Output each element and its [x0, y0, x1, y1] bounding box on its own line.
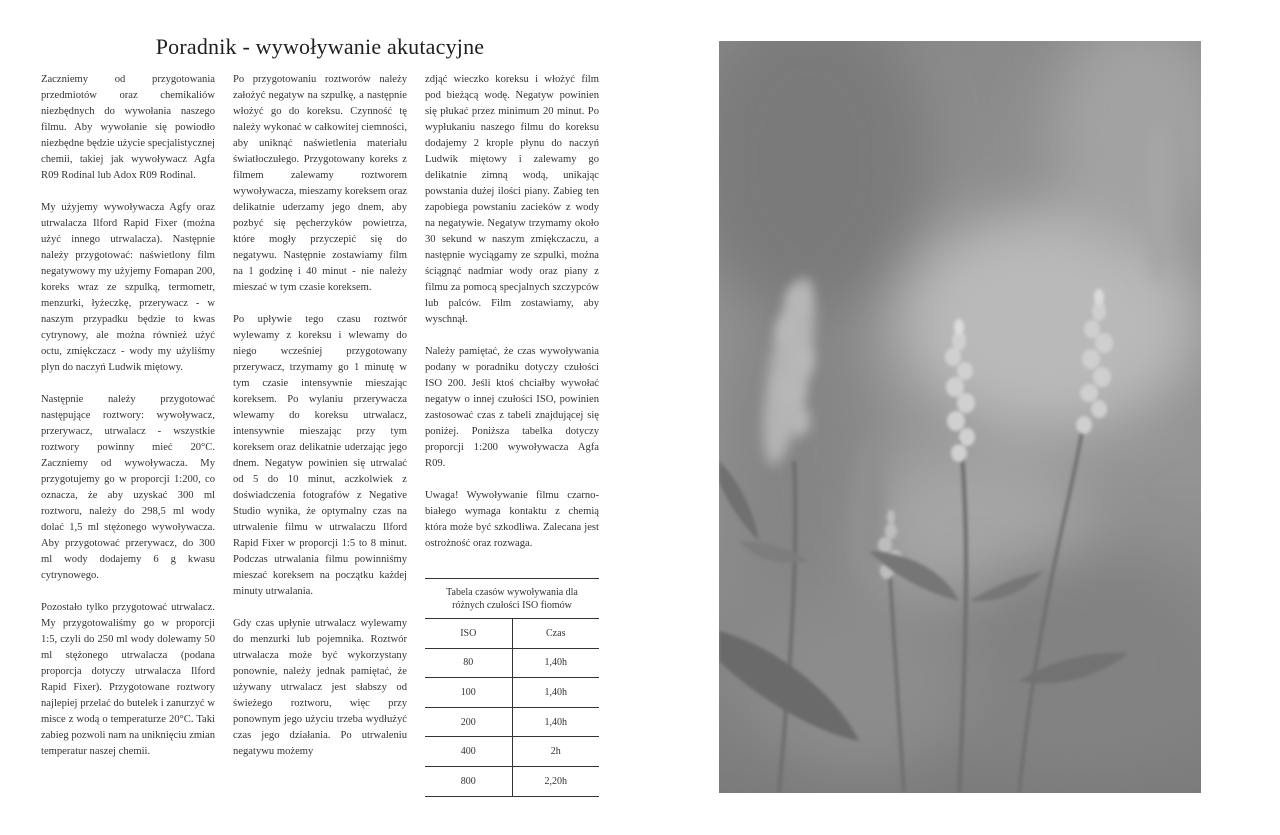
text-column-1: [41, 72, 215, 760]
table-row: [425, 648, 599, 678]
time-value-cell: 1,40h: [512, 648, 599, 678]
flower-photo: [719, 41, 1201, 793]
time-value-cell: 1,40h: [512, 707, 599, 737]
table-row: [425, 737, 599, 767]
paragraph: Gdy czas upłynie utrwalacz wylewamy do menzurki lub pojemnika. Roztwór utrwalacza może być wykorzystany ponownie, należy jednak pamiętać, że używany utrwalacz jest słabszy od świeżego roztworu, więc przy ponownym jego użyciu trzeba wydłużyć czas jego działania. Po utrwaleniu negatywu możemy: [233, 618, 407, 757]
table-row: [425, 707, 599, 737]
table-caption: Tabela czasów wywoływania dla różnych czułości ISO fiomów: [425, 579, 599, 619]
iso-value-cell: 80: [425, 648, 512, 678]
iso-value-cell: 400: [425, 737, 512, 767]
paragraph: Następnie należy przygotować następujące roztwory: wywoływacz, przerywacz, utrwalacz - wszystkie roztwory powinny mieć 20°C. Zaczniemy od wywoływacza. My przygotujemy go w proporcji 1:200, co oznacza, że aby uzyskać 300 ml roztworu, należy do 298,5 ml wody dolać 1,5 ml stężonego wywoływacza. Aby przygotować przerywacz, do 300 ml wody dodajemy 6 g kwasu cytrynowego.: [41, 394, 215, 581]
iso-value-cell: 800: [425, 766, 512, 796]
header-czas: Czas: [512, 619, 599, 648]
paragraph: Zaczniemy od przygotowania przedmiotów oraz chemikaliów niezbędnych do wywołania naszego filmu. Aby wywołanie się powiodło niezbędne będzie użycie specjalistycznej chemii, takiej jak wywoływacz Agfa R09 Rodinal lub Adox R09 Rodinal.: [41, 74, 215, 181]
text-column-2: [233, 72, 407, 760]
paragraph: Uwaga! Wywoływanie filmu czarno-białego wymaga kontaktu z chemią która może być szkodliwa. Zalecana jest ostrożność oraz rozwaga.: [425, 490, 599, 549]
paragraph: Pozostało tylko przygotować utrwalacz. My przygotowaliśmy go w proporcji 1:5, czyli do 250 ml wody dolewamy 50 ml stężonego utrwalacza (podana proporcja dotyczy utrwalacza Ilford Rapid Fixer). Przygotowane roztwory najlepiej przelać do butelek i zanurzyć w misce z wodą o temperaturze 20°C. Taki zabieg pozwoli nam na uniknięciu zmian temperatur naszej chemii.: [41, 602, 215, 757]
table-row: [425, 678, 599, 708]
time-value-cell: 1,40h: [512, 678, 599, 708]
paragraph: Po upływie tego czasu roztwór wylewamy z koreksu i wlewamy do niego wcześniej przygotowany przerywacz, trzymamy go 1 minutę w tym czasie intensywnie mieszając koreksem. Po wylaniu przerywacza wlewamy do koreksu utrwalacz, intensywnie mieszając przy tym koreksem oraz delikatnie uderzając jego dnem. Negatyw powinien się utrwalać od 5 do 10 minut, aczkolwiek z doświadczenia fotografów z Negative Studio wynika, że optymalny czas na utrwalenie filmu w utrwalaczu Ilford Rapid Fixer w proporcji 1:5 to 8 minut. Podczas utrwalania filmu powinniśmy mieszać koreksem na początku każdej minuty utrwalania.: [233, 314, 407, 597]
table-row: [425, 766, 599, 796]
article-title: Poradnik - wywoływanie akutacyjne: [155, 34, 485, 59]
table-header-row: [425, 619, 599, 648]
paragraph: zdjąć wieczko koreksu i włożyć film pod bieżącą wodę. Negatyw powinien się płukać przez minimum 20 minut. Po wypłukaniu naszego filmu do koreksu dodajemy 2 krople płynu do naczyń Ludwik miętowy i zalewamy go delikatnie zimną wodą, unikając powstania dużej ilości piany. Zabieg ten zapobiega powstaniu zacieków z wody na negatywie. Negatyw trzymamy około 30 sekund w naszym zmiękczaczu, a następnie wyciągamy ze szpulki, można ściągnąć nadmiar wody oraz piany z filmu za pomocą specjalnych szczypców lub palców. Film zostawiamy, aby wyschnął.: [425, 74, 599, 325]
time-value-cell: 2h: [512, 737, 599, 767]
iso-value-cell: 100: [425, 678, 512, 708]
flower-icon: [719, 41, 1201, 793]
header-iso: ISO: [425, 619, 512, 648]
iso-value-cell: 200: [425, 707, 512, 737]
iso-time-table: [425, 578, 599, 797]
text-column-3: [425, 72, 599, 552]
paragraph: Po przygotowaniu roztworów należy założyć negatyw na szpulkę, a następnie włożyć go do koreksu. Czynność tę należy wykonać w całkowitej ciemności, aby uniknąć naświetlenia materiału światłoczułego. Przygotowany koreks z filmem zalewamy roztworem wywoływacza, mieszamy koreksem oraz delikatnie uderzamy jego dnem, aby pozbyć się pęcherzyków powietrza, które mogły przyczepić się do negatywu. Następnie zostawiamy film na 1 godzinę i 40 minut - nie należy mieszać w tym czasie koreksem.: [233, 74, 407, 293]
paragraph: Należy pamiętać, że czas wywoływania podany w poradniku dotyczy czułości ISO 200. Jeśli ktoś chciałby wywołać negatyw o innej czułości ISO, powinien zastosować czas z tabeli znajdującej się poniżej. Poniższa tabelka dotyczy proporcji 1:200 wywoływacza Agfa R09.: [425, 346, 599, 469]
time-value-cell: 2,20h: [512, 766, 599, 796]
iso-table: [425, 619, 599, 797]
paragraph: My użyjemy wywoływacza Agfy oraz utrwalacza Ilford Rapid Fixer (można użyć innego utrwalacza). Następnie należy przygotować: naświetlony film negatywowy my użyjemy Fomapan 200, koreks wraz ze szpulką, termometr, menzurki, łyżeczkę, przerywacz - w naszym przypadku będzie to kwas cytrynowy, ale można również użyć octu, zmiękczacz - wody my użyliśmy plyn do naczyń Ludwik miętowy.: [41, 202, 215, 373]
